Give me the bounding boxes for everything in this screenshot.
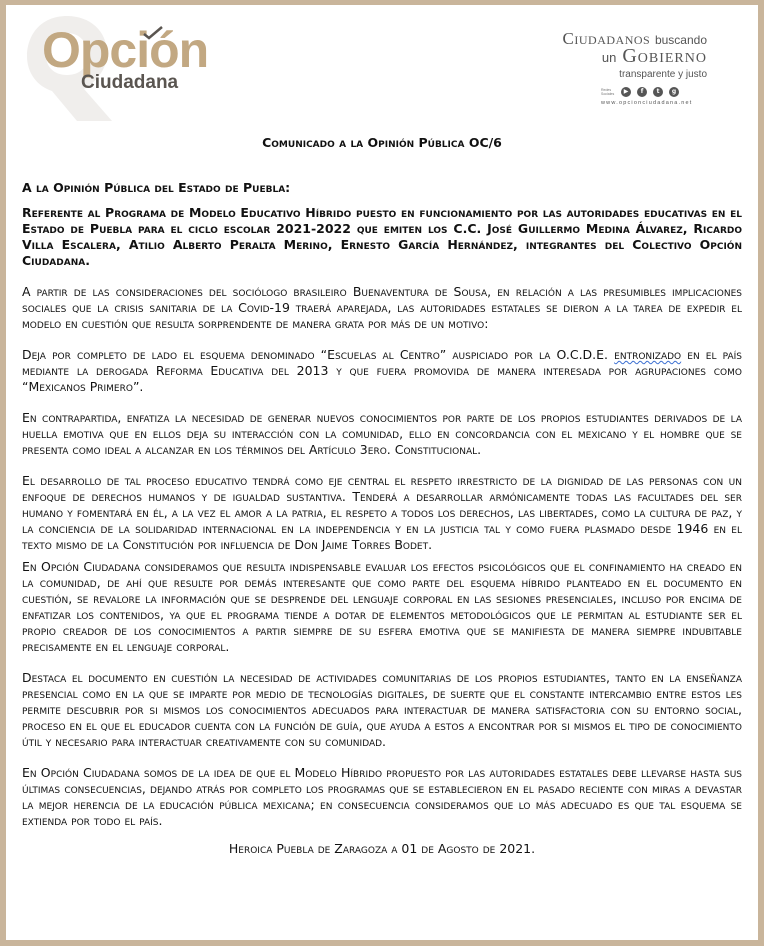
social-label: Redes Sociales (601, 88, 615, 96)
paragraph-1: A partir de las consideraciones del sociólogo brasileiro Buenaventura de Sousa, en relación a las presumibles implicaciones sociales que la crisis sanitaria de la Covid-19 traerá aparejada, las autoridades estatales se dieron a la tarea de expedir el modelo en cuestión que resulta sorprendente de manera grata por más de un motivo: (22, 284, 742, 331)
subject-paragraph: Referente al Programa de Modelo Educativo Híbrido puesto en funcionamiento por las autoridades educativas en el Estado de Puebla para el ciclo escolar 2021-2022 que emiten los C.C. José Guillermo Medina Álvarez, Ricardo Villa Escalera, Atilio Alberto Peralta Merino, Ernesto García Hernández, integrantes del Colectivo Opción Ciudadana. (22, 205, 742, 268)
slogan-block (521, 25, 721, 115)
paragraph-7: En Opción Ciudadana somos de la idea de que el Modelo Híbrido propuesto por las autoridades estatales debe llevarse hasta sus últimas consecuencias, dejando atrás por completo los programas que se establecieron en el pasado reciente con miras a devastar la mejor herencia de la educación pública mexicana; en consecuencia consideramos que lo más adecuado es que tal esquema se extienda por todo el país. (22, 765, 742, 828)
slogan-line-1: Ciudadanos buscando (562, 29, 707, 48)
website-link[interactable]: www.opcionciudadana.net (601, 100, 693, 106)
logo-name-main: Opción (42, 22, 209, 78)
social-links (601, 86, 679, 98)
closing-line: Heroica Puebla de Zaragoza a 01 de Agosto de 2021. (228, 841, 536, 856)
paragraph-4: El desarrollo de tal proceso educativo tendrá como eje central el respeto irrestricto de la dignidad de las personas con un enfoque de derechos humanos y de igualdad sustantiva. Tenderá a desarrollar armónicamente todas las facultades del ser humano y fomentará en él, a la vez el amor a la patria, el respeto a todos los derechos, las libertades, como la cultura de paz, y la conciencia de la solidaridad internacional en la independencia y en la justicia tal y como fuera plasmado desde 1946 en el texto mismo de la Constitución por influencia de Don Jaime Torres Bodet. (22, 473, 742, 552)
paragraph-5: En Opción Ciudadana consideramos que resulta indispensable evaluar los efectos psicológicos que el confinamiento ha creado en la comunidad, de ahí que resulte por demás interesante que como parte del esquema híbrido planteado en el documento en cuestión, se revalore la información que se desprende del lenguaje corporal en las sesiones presenciales, incluso por encima de enfatizar los contenidos, ya que el programa tiende a dotar de elementos metodológicos que le permitan al estudiante ser el propio creador de los conocimientos a partir siempre de su esfera emotiva que se manifiesta de manera siempre indubitable precisamente en el lenguaje corporal. (22, 559, 742, 654)
document-page (6, 5, 758, 940)
paragraph-6: Destaca el documento en cuestión la necesidad de actividades comunitarias de los propios estudiantes, tanto en la enseñanza presencial como en la que se imparte por medio de tecnologías digitales, de suerte que el constante intercambio entre estos les permite descubrir por si mismos los conocimientos adecuados para interactuar de manera satisfactoria con su entorno social, proceso en el que el educador cuenta con la función de guía, que ayuda a estos a encontrar por si mismos el tipo de conocimiento útil y necesario para interactuar creativamente con su comunidad. (22, 670, 742, 749)
youtube-icon[interactable]: ▶ (621, 87, 631, 97)
logo-name-sub: Ciudadana (81, 72, 179, 93)
paragraph-3: En contrapartida, enfatiza la necesidad de generar nuevos conocimientos por parte de los propios estudiantes derivados de la huella emotiva que en ellos deja su interacción con la comunidad, ello en concordancia con el mexicano y el hombre que se presenta como ideal a alcanzar en los términos del Artículo 3ero. Constitucional. (22, 410, 742, 457)
paragraph-2: Deja por completo de lado el esquema denominado “Escuelas al Centro” auspiciado por la O.C.D.E. entronizado en el país mediante la derogada Reforma Educativa del 2013 y que fuera promovida de manera interesada por agrupaciones como “Mexicanos Primero”. (22, 347, 742, 394)
facebook-icon[interactable]: f (637, 87, 647, 97)
document-body (22, 133, 742, 857)
document-title: Comunicado a la Opinión Pública OC/6 (262, 135, 502, 150)
opcion-ciudadana-logo (14, 11, 214, 116)
twitter-icon[interactable]: t (653, 87, 663, 97)
google-plus-icon[interactable]: g (669, 87, 679, 97)
salutation: A la Opinión Pública del Estado de Puebla: (22, 180, 291, 195)
slogan-line-2: un Gobierno (601, 45, 707, 67)
misspelled-word: entronizado (614, 347, 682, 362)
letterhead (6, 5, 758, 125)
checkmark-icon (142, 25, 164, 41)
slogan-line-3: transparente y justo (619, 69, 707, 80)
